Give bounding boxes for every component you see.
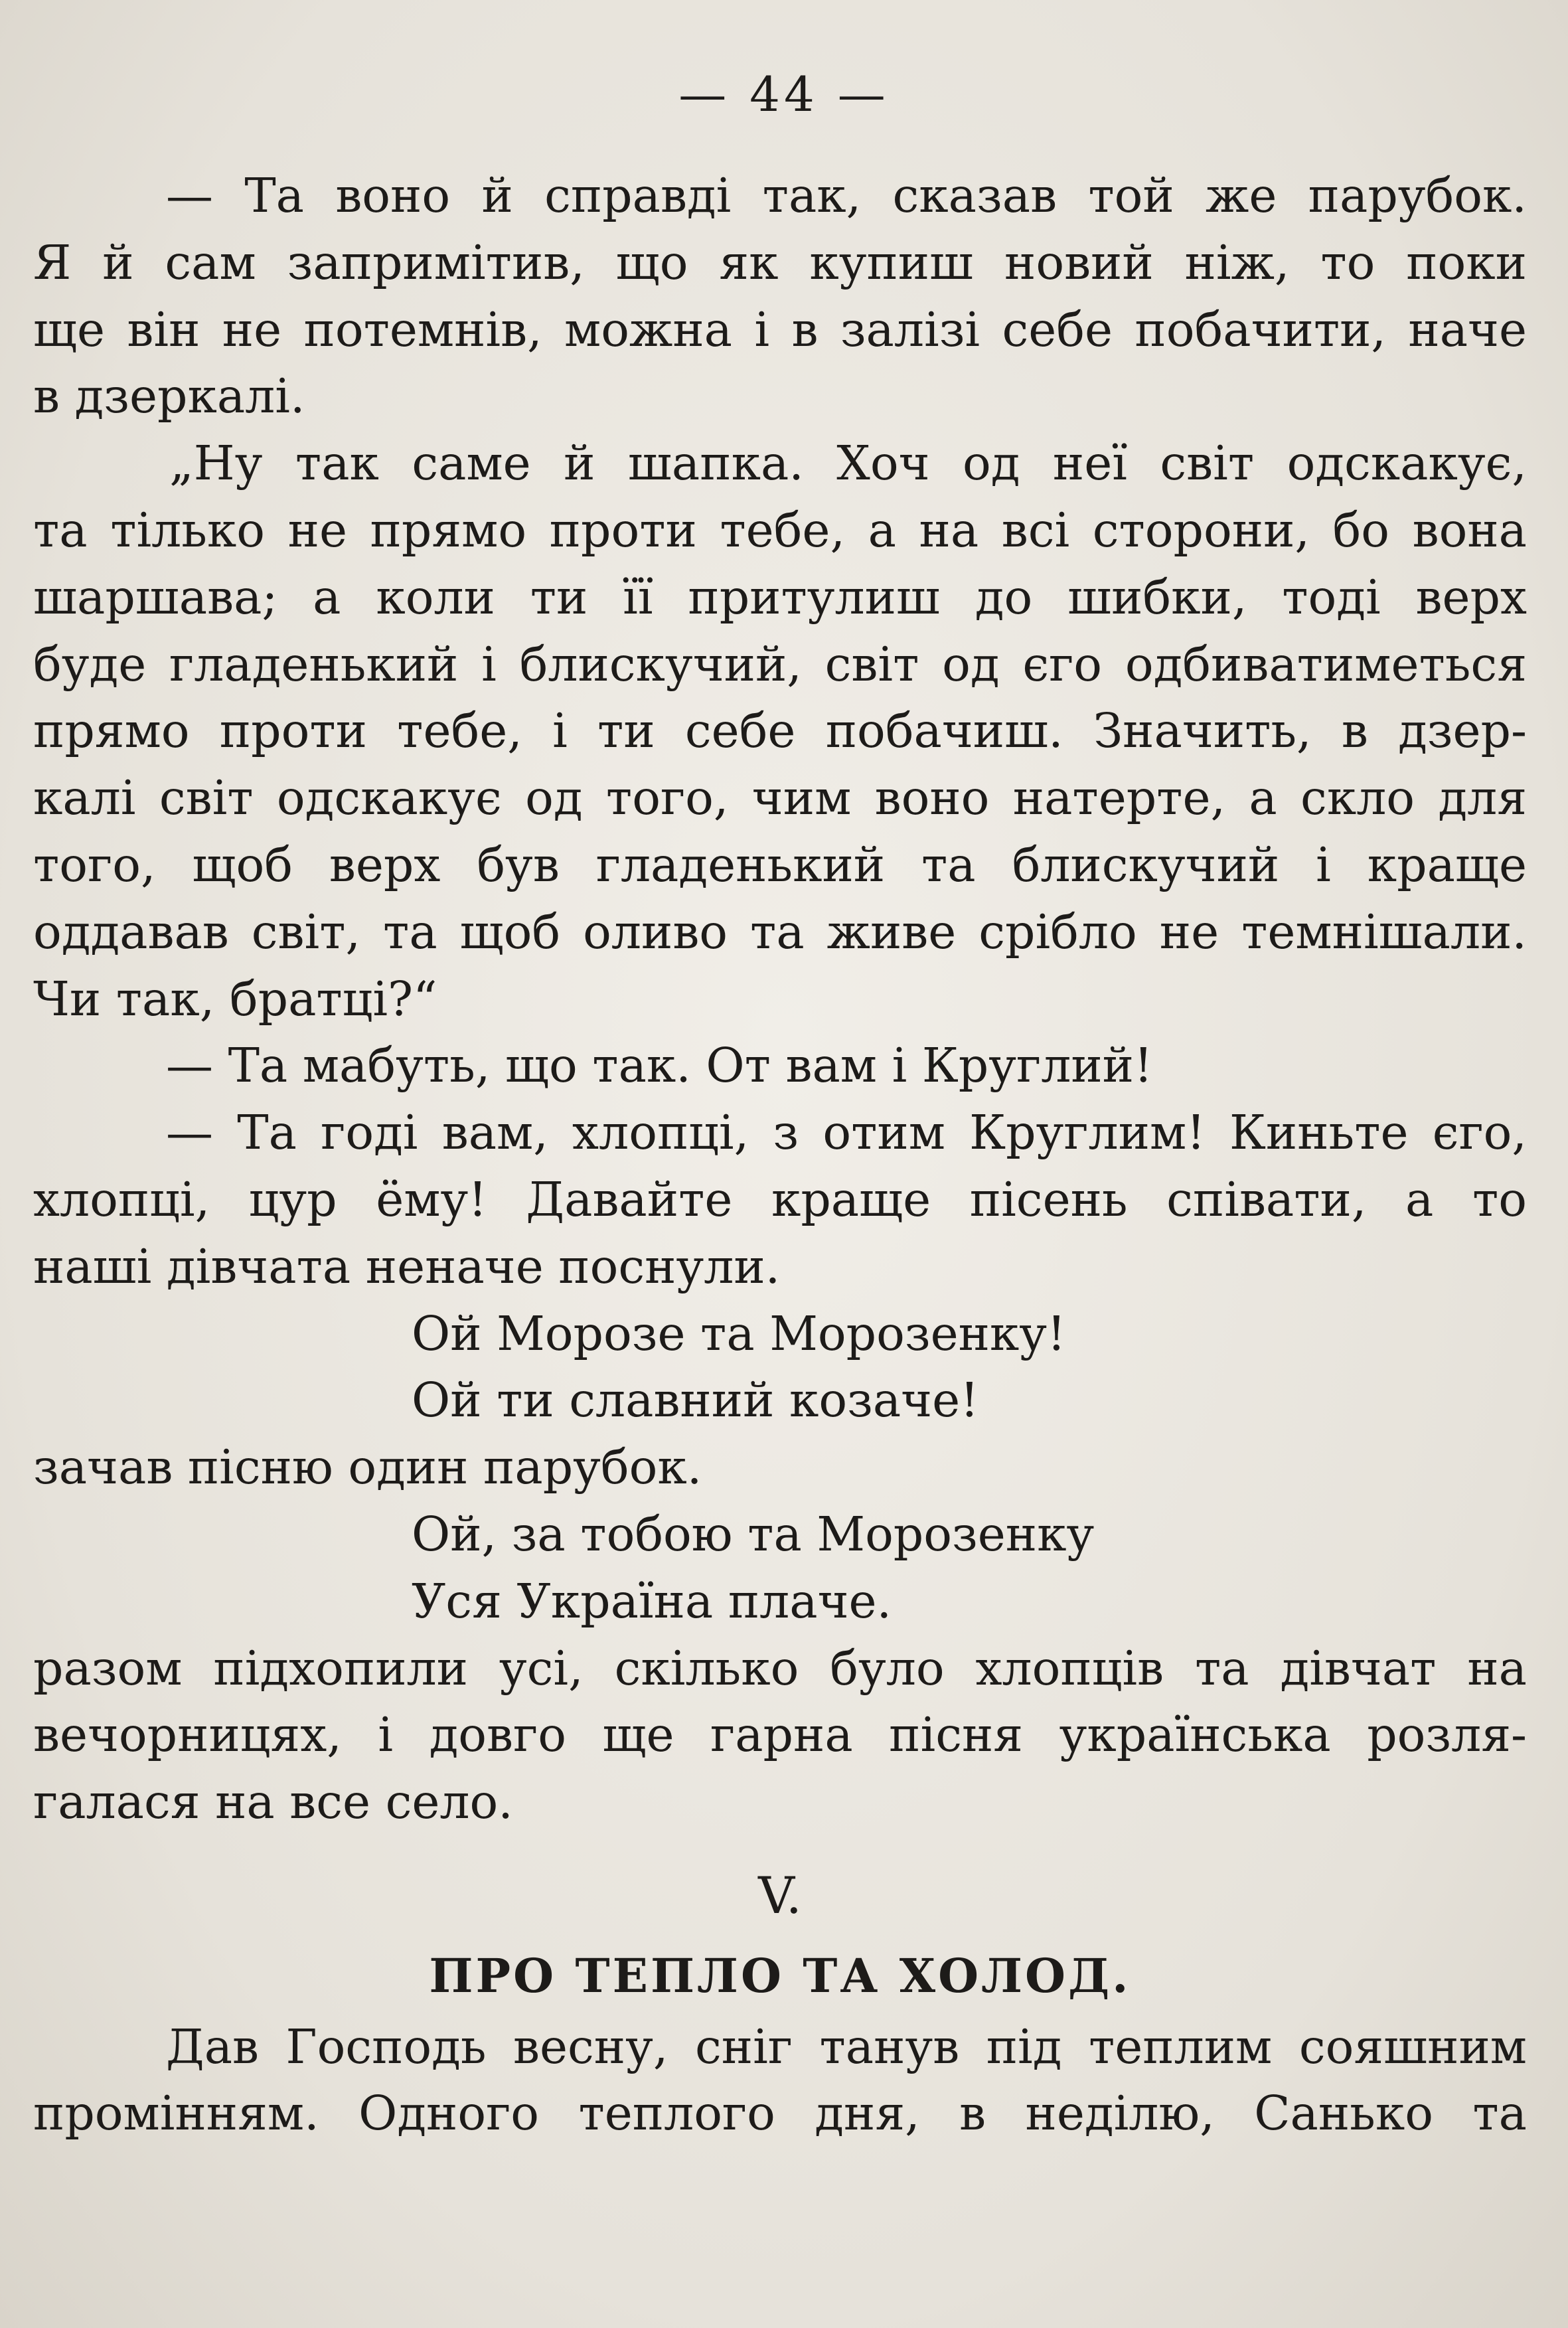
text-line: — Та годі вам, хлопці, з отим Круглим! Киньте єго,: [166, 1105, 1527, 1161]
text-line: наші дівчата неначе поснули.: [33, 1238, 781, 1294]
page-body: [33, 163, 1527, 2147]
text-line: калі світ одскакує од того, чим воно натерте, а скло для: [33, 770, 1527, 826]
text-line: зачав пісню один парубок.: [33, 1440, 702, 1495]
text-line: прямо проти тебе, і ти себе побачиш. Значить, в дзер-: [33, 703, 1527, 759]
verse-line: Ой Морозе та Морозенку!: [412, 1305, 1066, 1361]
text-line: Я й сам запримітив, що як купиш новий ніж, то поки: [33, 234, 1527, 290]
text-line: хлопці, цур ёму! Давайте краще пісень співати, а то: [33, 1171, 1527, 1227]
text-line: того, щоб верх був гладенький та блискучий і краще: [33, 837, 1527, 892]
text-line: галася на все село.: [33, 1774, 513, 1830]
text-line: оддавав світ, та щоб оливо та живе срібло не темнішали.: [33, 904, 1527, 959]
text-line: разом підхопили усі, скілько було хлопців та дівчат на: [33, 1640, 1527, 1696]
chapter-title: ПРО ТЕПЛО ТА ХОЛОД.: [429, 1948, 1131, 2003]
verse-line: Ой, за тобою та Морозенку: [412, 1506, 1095, 1562]
text-line: в дзеркалі.: [33, 369, 305, 424]
verse-line: Ой ти славний козаче!: [412, 1372, 979, 1428]
page-number: — 44 —: [678, 66, 890, 122]
text-line: Чи так, братці?“: [33, 971, 437, 1027]
text-line: шаршава; а коли ти її притулиш до шибки, тоді верх: [33, 569, 1527, 625]
text-line: — Та воно й справді так, сказав той же парубок.: [166, 168, 1527, 223]
text-line: буде гладенький і блискучий, світ од єго одбиватиметься: [33, 636, 1527, 692]
chapter-number: V.: [758, 1865, 802, 1925]
text-line: промінням. Одного теплого дня, в неділю, Санько та: [33, 2086, 1527, 2141]
text-line: ще він не потемнів, можна і в залізі себе побачити, наче: [33, 301, 1527, 357]
verse-line: Уся Україна плаче.: [412, 1573, 892, 1629]
text-line: Дав Господь весну, сніг танув під теплим сояшним: [166, 2019, 1527, 2074]
text-line: вечорницях, і довго ще гарна пісня українська розля-: [33, 1707, 1527, 1763]
text-line: та тілько не прямо проти тебе, а на всі сторони, бо вона: [33, 502, 1527, 558]
text-line: — Та мабуть, що так. От вам і Круглий!: [166, 1038, 1153, 1094]
text-line: „Ну так саме й шапка. Хоч од неї світ одскакує,: [169, 436, 1527, 491]
